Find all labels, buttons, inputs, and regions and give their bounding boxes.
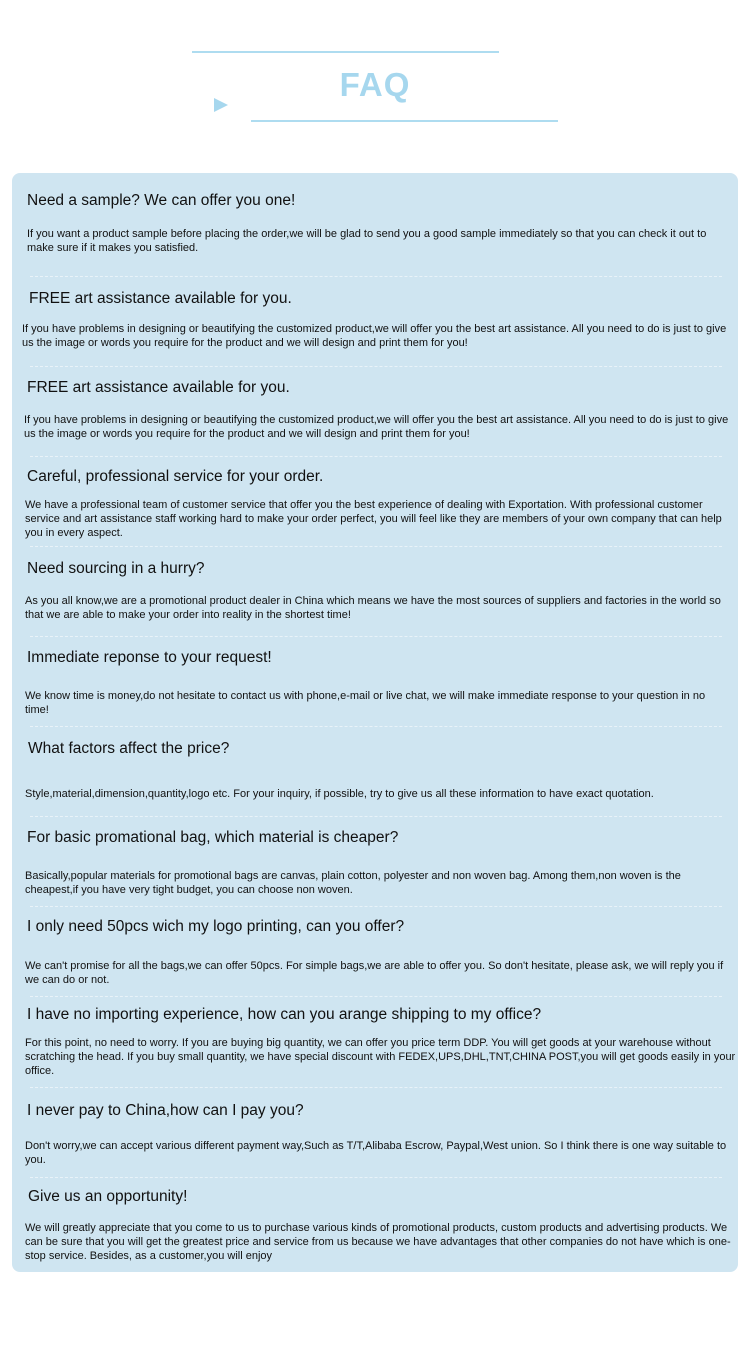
faq-answer: As you all know,we are a promotional product dealer in China which means we have the most sources of suppliers and factories in the world so that we are able to make your order into reality in the shortest time! [25,595,721,621]
dashed-divider [30,816,722,817]
faq-answer: Don't worry,we can accept various different payment way,Such as T/T,Alibaba Escrow, Paypal,West union. So I think there is one way suitable to you. [25,1140,727,1166]
page-title: FAQ [339,66,411,103]
faq-question: I only need 50pcs wich my logo printing, can you offer? [27,918,405,935]
faq-answer: If you have problems in designing or beautifying the customized product,we will offer you the best art assistance. All you need to do is just to give us the image or words you require for the product and we will design and print them for you! [22,323,727,349]
dashed-divider [30,276,722,277]
header-bottom-line [251,120,558,122]
faq-question: What factors affect the price? [28,740,230,757]
faq-question: FREE art assistance available for you. [29,290,292,307]
dashed-divider [30,1087,722,1088]
faq-question: Give us an opportunity! [28,1188,188,1205]
faq-question: Careful, professional service for your order. [27,468,324,485]
faq-answer: Basically,popular materials for promotional bags are canvas, plain cotton, polyester and non woven bag. Among them,non woven is the cheapest,if you have very tight budget, you can choose non woven. [25,870,681,896]
dashed-divider [30,726,722,727]
faq-question: For basic promational bag, which material is cheaper? [27,829,399,846]
faq-answer: We have a professional team of customer service that offer you the best experience of dealing with Exportation. With professional customer service and art assistance staff working hard to make your order perfect, you will feel like they are members of your own company that can help you in every aspect. [25,499,722,539]
faq-question: Need a sample? We can offer you one! [27,192,296,209]
faq-answer: If you have problems in designing or beautifying the customized product,we will offer you the best art assistance. All you need to do is just to give us the image or words you require for the product and we will design and print them for you! [24,414,729,440]
dashed-divider [30,636,722,637]
faq-answer: If you want a product sample before placing the order,we will be glad to send you a good sample immediately so that you can check it out to make sure if it makes you satisfied. [27,228,707,254]
dashed-divider [30,366,722,367]
triangle-arrow-icon [214,98,228,112]
faq-question: I have no importing experience, how can you arange shipping to my office? [27,1006,542,1023]
faq-answer: We can't promise for all the bags,we can offer 50pcs. For simple bags,we are able to offer you. So don't hesitate, please ask, we will reply you if we can do or not. [25,960,724,986]
faq-question: FREE art assistance available for you. [27,379,290,396]
dashed-divider [30,1177,722,1178]
dashed-divider [30,546,722,547]
dashed-divider [30,456,722,457]
faq-answer: For this point, no need to worry. If you are buying big quantity, we can offer you price term DDP. You will get goods at your warehouse without scratching the head. If you buy small quantity, we have special discount with FEDEX,UPS,DHL,TNT,CHINA POST,you will get goods easily in your office. [25,1037,736,1077]
faq-answer: We will greatly appreciate that you come to us to purchase various kinds of promotional products, custom products and advertising products. We can be sure that you will get the greatest price and service from us because we have advantages that other companies do not have which is one-stop service. Besides, as a customer,you will enjoy [25,1222,731,1262]
faq-answer: Style,material,dimension,quantity,logo etc. For your inquiry, if possible, try to give us all these information to have exact quotation. [25,788,654,800]
dashed-divider [30,996,722,997]
faq-question: Need sourcing in a hurry? [27,560,205,577]
header-top-line [192,51,499,53]
faq-question: I never pay to China,how can I pay you? [27,1102,304,1119]
dashed-divider [30,906,722,907]
faq-question: Immediate reponse to your request! [27,649,272,666]
faq-answer: We know time is money,do not hesitate to contact us with phone,e-mail or live chat, we will make immediate response to your question in no time! [25,690,706,716]
